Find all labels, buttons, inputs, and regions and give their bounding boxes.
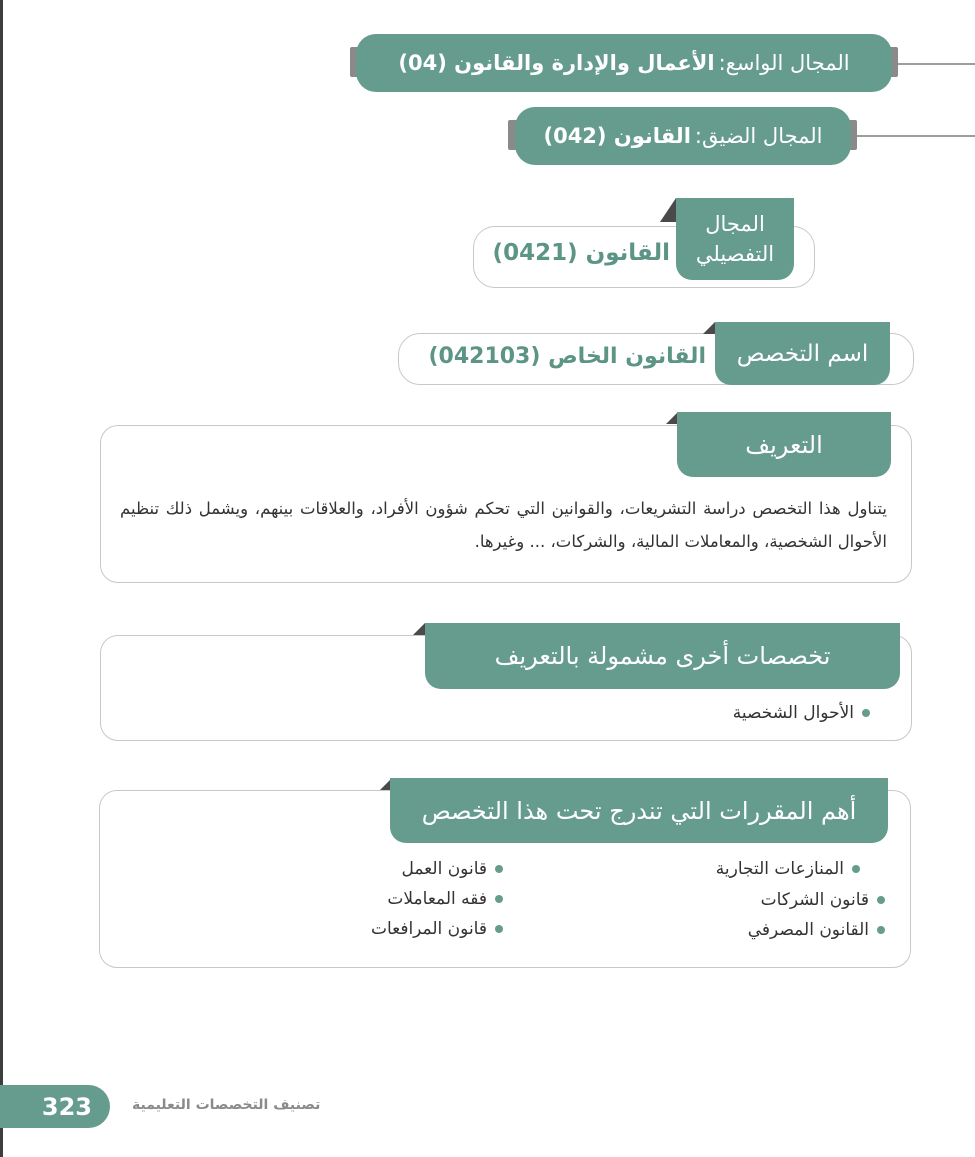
bullet-dot	[877, 896, 885, 904]
definition-text: يتناول هذا التخصص دراسة التشريعات، والقوانين التي تحكم شؤون الأفراد، والعلاقات بينهم، ويشمل ذلك تنظيم الأحوال الشخصية، والمعاملات المالية، والشركات، ... وغيرها.	[120, 499, 887, 551]
list-item-text: قانون المرافعات	[370, 919, 487, 939]
page-number-badge	[0, 1085, 110, 1128]
bullet-dot	[495, 865, 503, 873]
list-item-text: القانون المصرفي	[747, 920, 869, 940]
definition-title: التعريف	[677, 412, 891, 477]
specialization-value: القانون الخاص (042103)	[428, 344, 706, 369]
page-left-rule	[0, 0, 3, 1157]
bullet-dot	[495, 895, 503, 903]
list-item	[387, 889, 503, 909]
page-number: 323	[41, 1092, 92, 1121]
list-item-text: فقه المعاملات	[387, 889, 487, 909]
bullet-dot	[862, 709, 870, 717]
detailed-field-label: المجال التفصيلي	[676, 198, 794, 280]
specialization-fold	[703, 322, 715, 334]
detailed-field-fold	[660, 198, 676, 222]
list-item-text: قانون الشركات	[760, 890, 869, 910]
narrow-field-label: المجال الضيق:	[694, 124, 823, 148]
list-item	[748, 920, 885, 940]
other-specializations-fold	[413, 623, 425, 635]
book-title: تصنيف التخصصات التعليمية	[132, 1097, 321, 1113]
list-item-text: قانون العمل	[401, 859, 487, 879]
broad-field-pill	[356, 34, 892, 92]
specialization-label: اسم التخصص	[715, 322, 890, 385]
bullet-dot	[877, 926, 885, 934]
narrow-field-value: القانون (042)	[543, 124, 691, 148]
narrow-field-connector	[855, 135, 975, 137]
list-item	[371, 919, 503, 939]
list-item	[401, 859, 503, 879]
narrow-field-pill	[515, 107, 851, 165]
broad-field-label: المجال الواسع:	[718, 51, 850, 75]
detailed-field-value: القانون (0421)	[492, 240, 670, 266]
broad-field-connector	[895, 63, 975, 65]
broad-field-value: الأعمال والإدارة والقانون (04)	[398, 51, 715, 75]
bullet-dot	[852, 865, 860, 873]
courses-title: أهم المقررات التي تندرج تحت هذا التخصص	[390, 778, 888, 843]
other-specializations-title: تخصصات أخرى مشمولة بالتعريف	[425, 623, 900, 689]
bullet-dot	[495, 925, 503, 933]
list-item	[733, 703, 870, 723]
list-item	[761, 890, 885, 910]
list-item-text: الأحوال الشخصية	[732, 703, 854, 723]
list-item	[716, 859, 860, 879]
list-item-text: المنازعات التجارية	[715, 859, 844, 879]
